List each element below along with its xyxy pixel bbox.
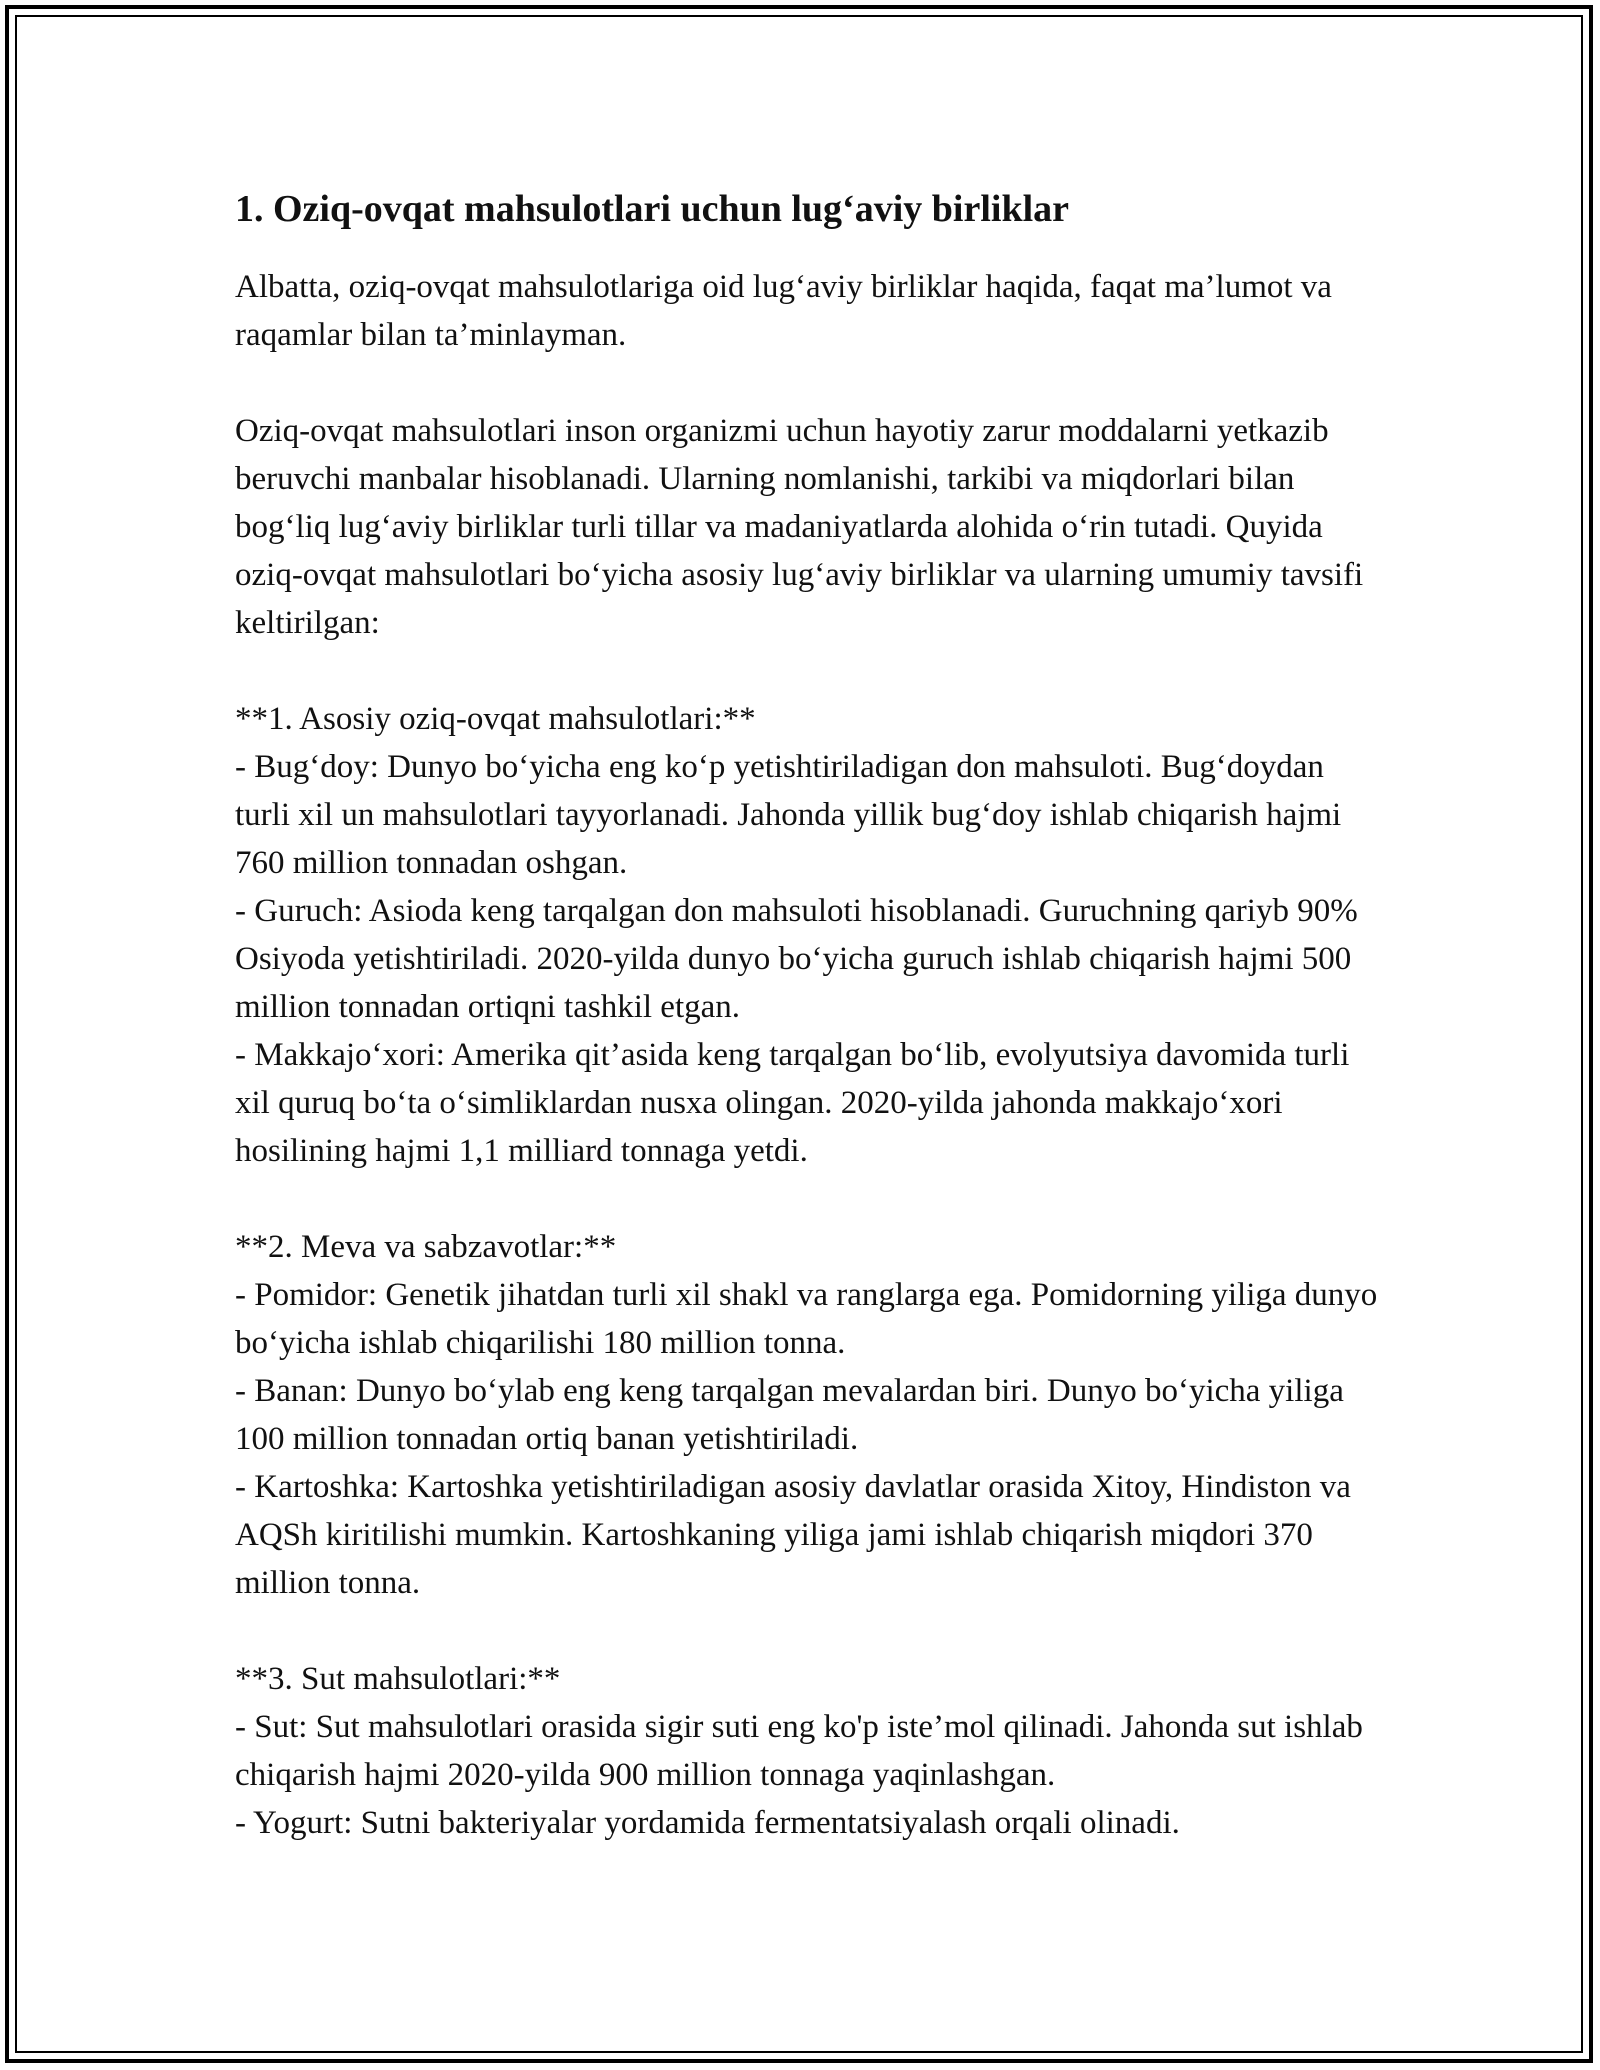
list-item: - Kartoshka: Kartoshka yetishtiriladigan asosiy davlatlar orasida Xitoy, Hindiston va AQSh kiritilishi mumkin. Kartoshkaning yiliga jami ishlab chiqarish miqdori 370 million tonna.	[235, 1469, 1351, 1601]
list-item: - Banan: Dunyo bo‘ylab eng keng tarqalgan mevalardan biri. Dunyo bo‘yicha yiliga 100 million tonnadan ortiq banan yetishtiriladi.	[235, 1373, 1344, 1457]
section-dairy	[235, 1655, 1385, 1847]
document-body	[235, 185, 1385, 1847]
section-fruits-vegetables	[235, 1223, 1385, 1607]
list-item: - Bug‘doy: Dunyo bo‘yicha eng ko‘p yetishtiriladigan don mahsuloti. Bug‘doydan turli xil un mahsulotlari tayyorlanadi. Jahonda yillik bug‘doy ishlab chiqarish hajmi 760 million tonnadan oshgan.	[235, 749, 1342, 881]
overview-paragraph: Oziq-ovqat mahsulotlari inson organizmi uchun hayotiy zarur moddalarni yetkazib beruvchi manbalar hisoblanadi. Ularning nomlanishi, tarkibi va miqdorlari bilan bog‘liq lug‘aviy birliklar turli tillar va madaniyatlarda alohida o‘rin tutadi. Quyida oziq-ovqat mahsulotlari bo‘yicha asosiy lug‘aviy birliklar va ularning umumiy tavsifi keltirilgan:	[235, 413, 1364, 641]
list-item: - Guruch: Asioda keng tarqalgan don mahsuloti hisoblanadi. Guruchning qariyb 90% Osiyoda yetishtiriladi. 2020-yilda dunyo bo‘yicha guruch ishlab chiqarish hajmi 500 million tonnadan ortiqni tashkil etgan.	[235, 893, 1358, 1025]
section-staple-foods	[235, 695, 1385, 1175]
document-title: 1. Oziq-ovqat mahsulotlari uchun lug‘aviy birliklar	[235, 188, 1069, 230]
list-item: - Sut: Sut mahsulotlari orasida sigir suti eng ko'p iste’mol qilinadi. Jahonda sut ishlab chiqarish hajmi 2020-yilda 900 million tonnaga yaqinlashgan.	[235, 1709, 1363, 1793]
intro-paragraph: Albatta, oziq-ovqat mahsulotlariga oid lug‘aviy birliklar haqida, faqat ma’lumot va raqamlar bilan ta’minlayman.	[235, 269, 1332, 353]
section-heading: **1. Asosiy oziq-ovqat mahsulotlari:**	[235, 701, 756, 737]
section-heading: **2. Meva va sabzavotlar:**	[235, 1229, 617, 1265]
section-heading: **3. Sut mahsulotlari:**	[235, 1661, 561, 1697]
list-item: - Yogurt: Sutni bakteriyalar yordamida fermentatsiyalash orqali olinadi.	[235, 1805, 1180, 1841]
list-item: - Pomidor: Genetik jihatdan turli xil shakl va ranglarga ega. Pomidorning yiliga dunyo bo‘yicha ishlab chiqarilishi 180 million tonna.	[235, 1277, 1378, 1361]
list-item: - Makkajo‘xori: Amerika qit’asida keng tarqalgan bo‘lib, evolyutsiya davomida turli xil quruq bo‘ta o‘simliklardan nusxa olingan. 2020-yilda jahonda makkajo‘xori hosilining hajmi 1,1 milliard tonnaga yetdi.	[235, 1037, 1350, 1169]
